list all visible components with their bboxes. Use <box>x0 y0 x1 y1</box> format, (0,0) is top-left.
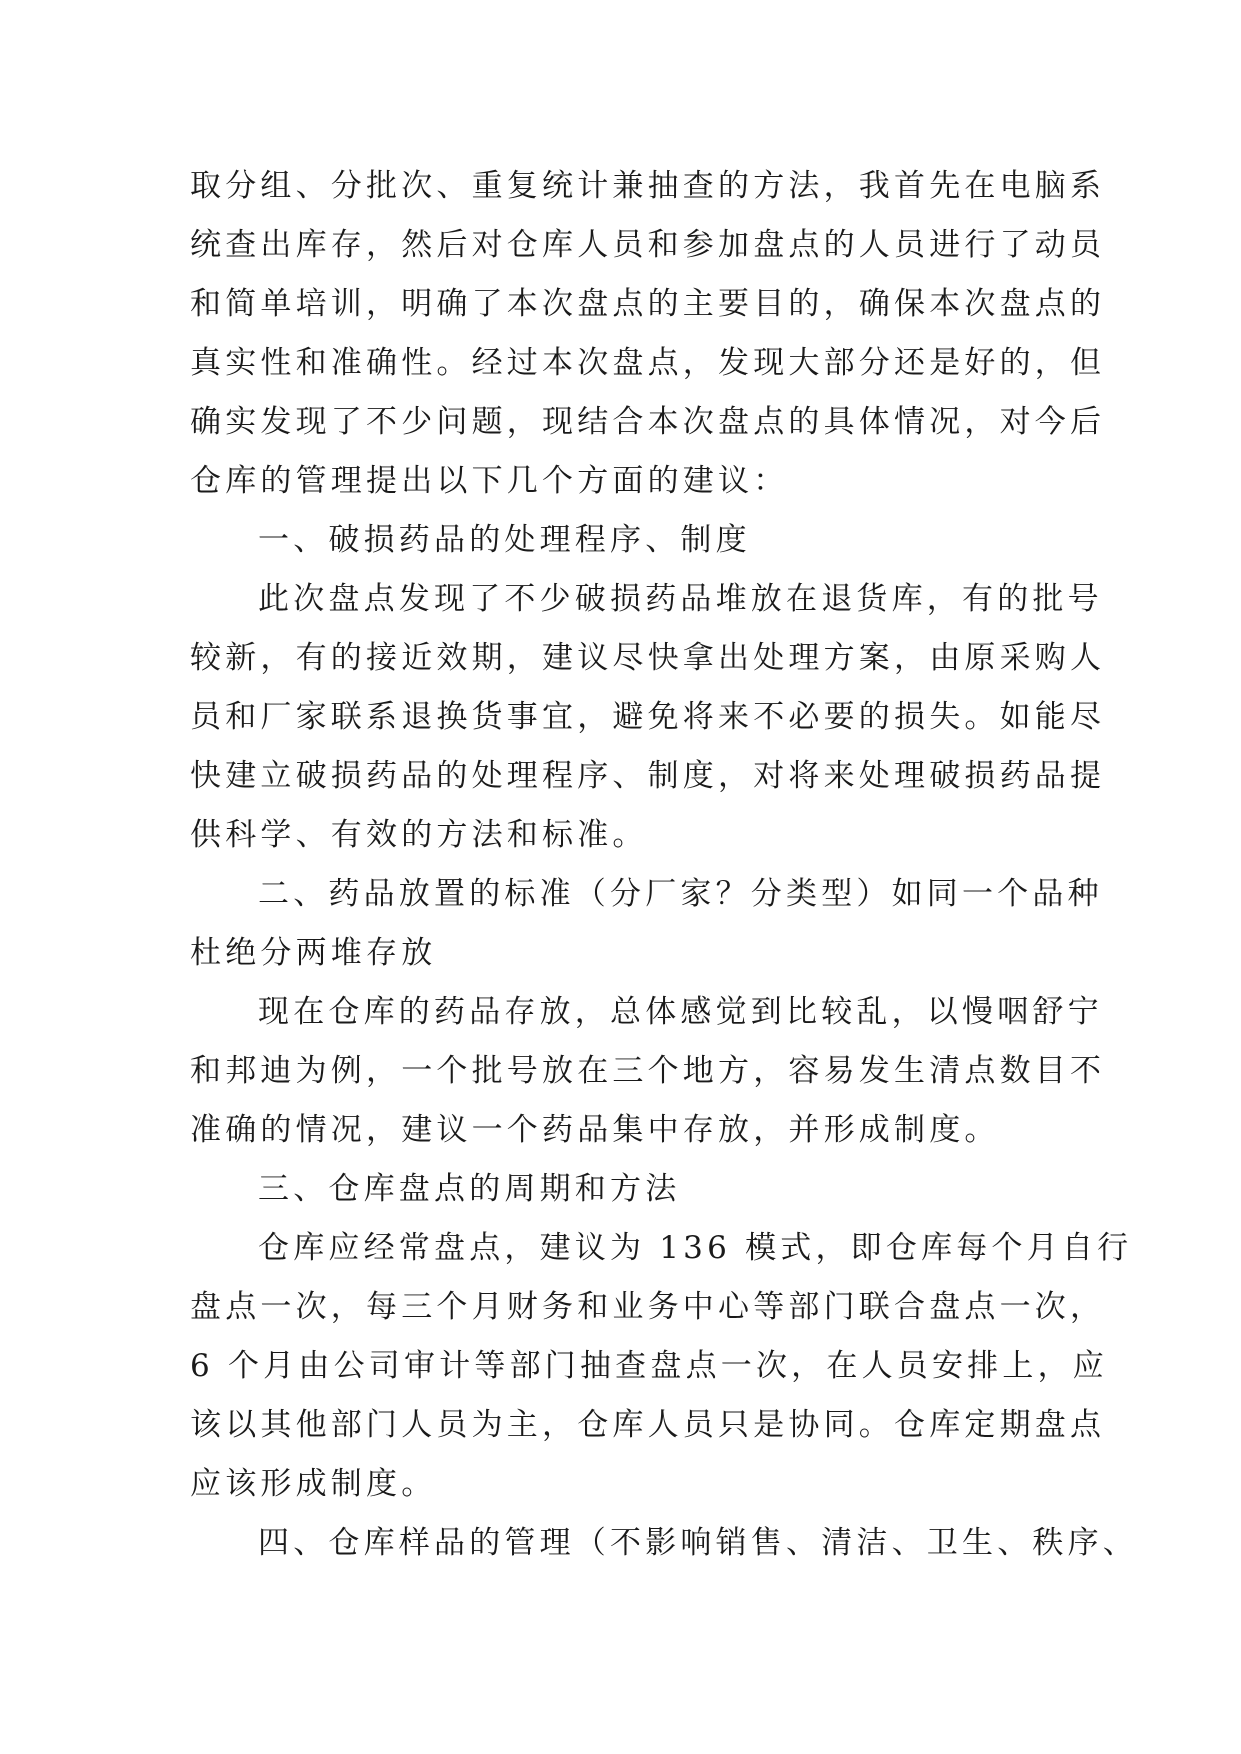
text-line: 准确的情况，建议一个药品集中存放，并形成制度。 <box>190 1112 1000 1148</box>
text-line: 和邦迪为例，一个批号放在三个地方，容易发生清点数目不 <box>190 1053 1106 1089</box>
text-line: 应该形成制度。 <box>190 1466 437 1502</box>
text-line: 员和厂家联系退换货事宜，避免将来不必要的损失。如能尽 <box>190 699 1106 735</box>
text-line: 该以其他部门人员为主，仓库人员只是协同。仓库定期盘点 <box>190 1407 1106 1443</box>
text-line: 快建立破损药品的处理程序、制度，对将来处理破损药品提 <box>190 758 1106 794</box>
paragraph-start: 此次盘点发现了不少破损药品堆放在退货库，有的批号 <box>258 581 1103 617</box>
paragraph-start: 现在仓库的药品存放，总体感觉到比较乱，以慢咽舒宁 <box>258 994 1103 1030</box>
paragraph-start: 仓库应经常盘点，建议为 136 模式，即仓库每个月自行 <box>258 1230 1133 1266</box>
section-heading-4: 四、仓库样品的管理（不影响销售、清洁、卫生、秩序、 <box>258 1525 1138 1561</box>
text-line: 真实性和准确性。经过本次盘点，发现大部分还是好的，但 <box>190 345 1106 381</box>
text-line: 取分组、分批次、重复统计兼抽查的方法，我首先在电脑系 <box>190 168 1106 204</box>
text-line: 和简单培训，明确了本次盘点的主要目的，确保本次盘点的 <box>190 286 1106 322</box>
text-line: 确实发现了不少问题，现结合本次盘点的具体情况，对今后 <box>190 404 1106 440</box>
document-body <box>190 157 1138 1573</box>
section-heading-2: 二、药品放置的标准（分厂家？分类型）如同一个品种 <box>258 876 1103 912</box>
text-line: 盘点一次，每三个月财务和业务中心等部门联合盘点一次， <box>190 1289 1106 1325</box>
text-line: 6 个月由公司审计等部门抽查盘点一次，在人员安排上，应 <box>190 1348 1108 1384</box>
text-line: 供科学、有效的方法和标准。 <box>190 817 648 853</box>
section-heading-3: 三、仓库盘点的周期和方法 <box>258 1171 681 1207</box>
text-line: 较新，有的接近效期，建议尽快拿出处理方案，由原采购人 <box>190 640 1106 676</box>
text-line: 统查出库存，然后对仓库人员和参加盘点的人员进行了动员 <box>190 227 1106 263</box>
section-heading-2-cont: 杜绝分两堆存放 <box>190 935 437 971</box>
text-line: 仓库的管理提出以下几个方面的建议： <box>190 463 789 499</box>
section-heading-1: 一、破损药品的处理程序、制度 <box>258 522 751 558</box>
